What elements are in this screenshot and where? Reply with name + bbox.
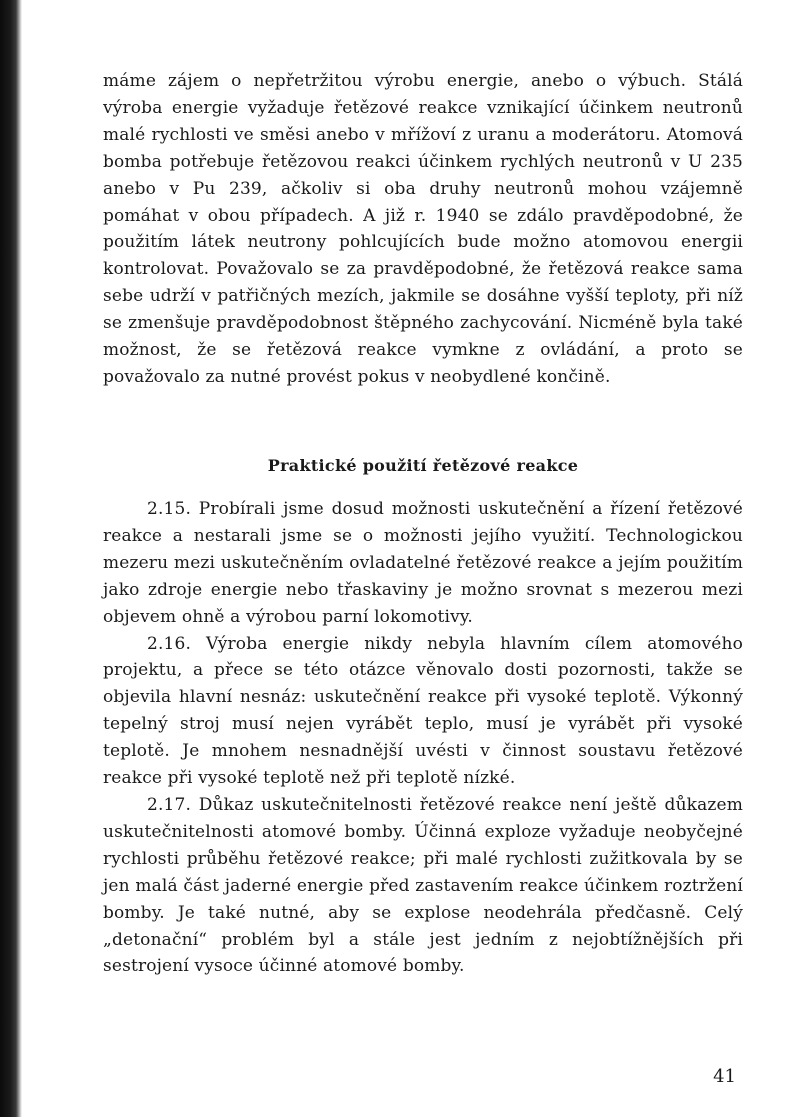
page-binding-edge (0, 0, 22, 1117)
opening-paragraph-block (103, 68, 743, 391)
section-heading: Praktické použití řetězové reakce (267, 456, 579, 475)
paragraph-2-17: 2.17. Důkaz uskutečnitelnosti řetězové reakce není ještě důkazem uskutečnitelnosti atomové bomby. Účinná exploze vyžaduje neobyčejné rychlosti průběhu řetězové reakce; při malé rychlosti zužitkovala by se jen malá část jaderné energie před zastavením reakce účinkem roztržení bomby. Je také nutné, aby se explose neodehrála předčasně. Celý „detonační“ problém byl a stále jest jedním z nejobtížnějších při sestrojení vysoce účinné atomové bomby. (103, 794, 743, 977)
paragraph-2-16: 2.16. Výroba energie nikdy nebyla hlavním cílem atomového projektu, a přece se této otázce věnovalo dosti pozornosti, takže se objevila hlavní nesnáz: uskutečnění reakce při vysoké teplotě. Výkonný tepelný stroj musí nejen vyrábět teplo, musí je vyrábět při vysoké teplotě. Je mnohem nesnadnější uvésti v činnost soustavu řetězové reakce při vysoké teplotě než při teplotě nízké. (103, 633, 743, 789)
paragraph-2-15: 2.15. Probírali jsme dosud možnosti uskutečnění a řízení řetězové reakce a nestarali jsme se o možnosti jejího využití. Technologickou mezeru mezi uskutečněním ovladatelné řetězové reakce a jejím použitím jako zdroje energie nebo třaskaviny je možno srovnat s mezerou mezi objevem ohně a výrobou parní lokomotivy. (103, 499, 743, 627)
page-number: 41 (713, 1066, 736, 1087)
section-body (103, 496, 743, 980)
opening-paragraph: máme zájem o nepřetržitou výrobu energie, anebo o výbuch. Stálá výroba energie vyžaduje řetězové reakce vznikající účinkem neutronů malé rychlosti ve směsi anebo v mřížoví z uranu a moderátoru. Atomová bomba potřebuje řetězovou reakci účinkem rychlých neutronů v U 235 anebo v Pu 239, ačkoliv si oba druhy neutronů mohou vzájemně pomáhat v obou případech. A již r. 1940 se zdálo pravděpodobné, že použitím látek neutrony pohlcujících bude možno atomovou energii kontrolovat. Považovalo se za pravděpodobné, že řetězová reakce sama sebe udrží v patřičných mezích, jakmile se dosáhne vyšší teploty, při níž se zmenšuje pravděpodobnost štěpného zachycování. Nicméně byla také možnost, že se řetězová reakce vymkne z ovládání, a proto se považovalo za nutné provést pokus v neobydlené končině. (103, 71, 743, 387)
